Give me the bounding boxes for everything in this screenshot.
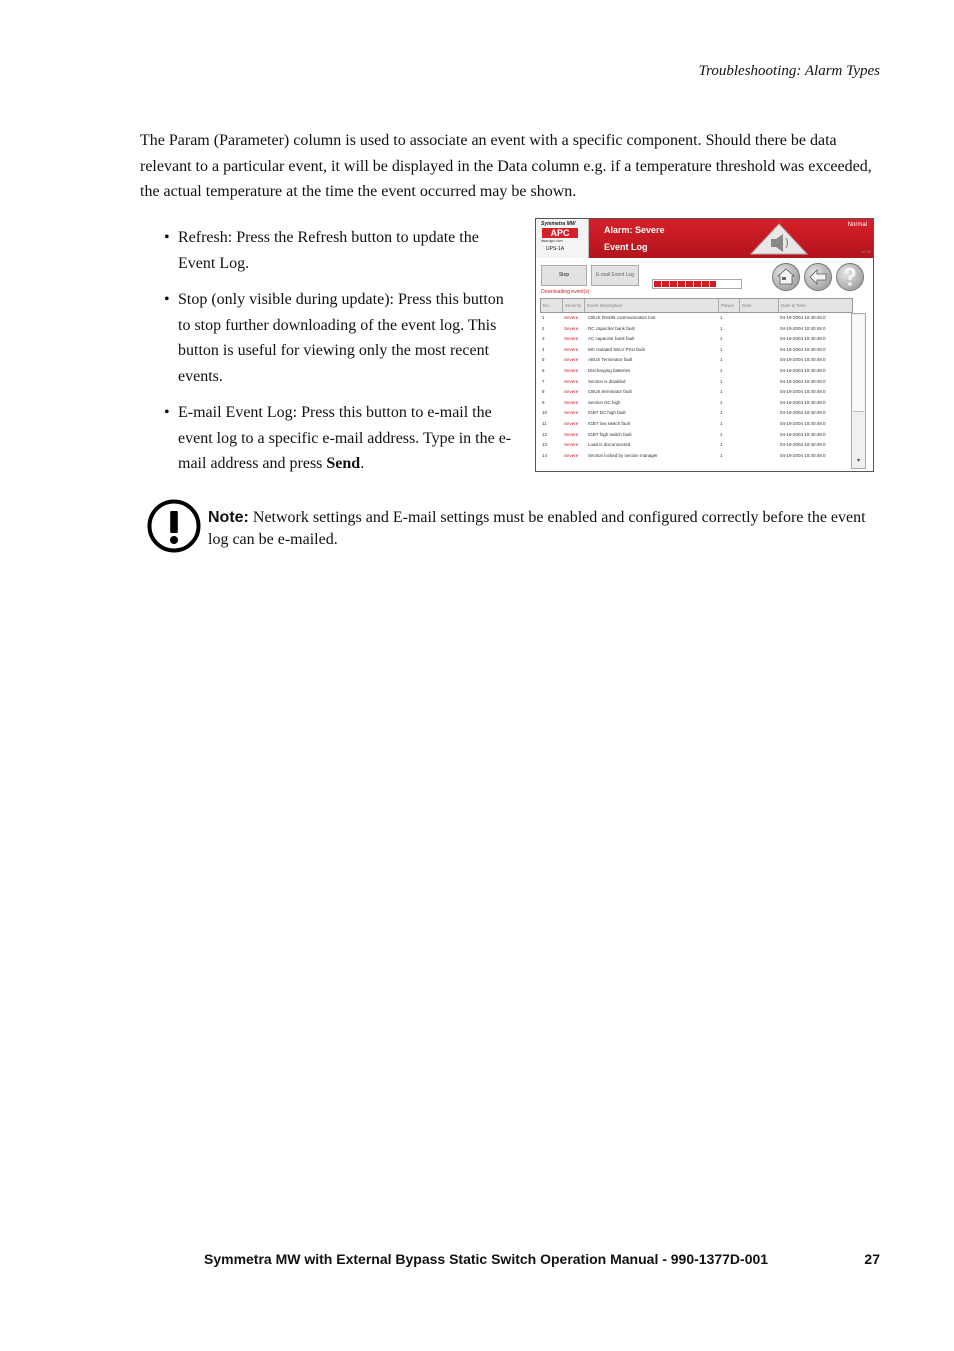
- row-param: 1: [720, 336, 723, 342]
- col-event-description[interactable]: Event Description: [584, 299, 718, 312]
- row-severity: Severe: [564, 325, 579, 331]
- row-description: IGBT DC high fault: [588, 410, 626, 416]
- row-param: 1: [720, 442, 723, 448]
- note-paragraph: Note: Network settings and E-mail settings must be enabled and configured correctly before the event log can be e-mailed.: [208, 509, 866, 548]
- row-date-time: 04-19-2004 10:40:49.0: [780, 389, 826, 395]
- row-description: Discharging batteries: [588, 367, 631, 373]
- apc-logo: Symmetra MW APC www.apc.com UPS-1A: [536, 219, 589, 258]
- table-row[interactable]: [540, 377, 851, 388]
- row-description: Section locked by section manager: [588, 452, 658, 458]
- row-no: 11: [542, 420, 547, 426]
- row-description: AC capacitor bank fault: [588, 336, 635, 342]
- row-description: Load is disconnected: [588, 442, 631, 448]
- question-mark-icon: [837, 264, 863, 290]
- bullet-stop: • Stop (only visible during update): Press this button to stop further downloading of the event log. This button is useful for viewing only the most recent events.: [164, 291, 504, 385]
- row-description: CBUS RS485 communication lost: [588, 315, 656, 320]
- table-row[interactable]: [540, 440, 851, 451]
- scrollbar-thumb[interactable]: [853, 315, 864, 412]
- event-log-screenshot: [535, 218, 874, 472]
- row-no: 9: [542, 399, 545, 405]
- table-row[interactable]: [540, 366, 851, 377]
- warning-exclamation-icon: [146, 498, 202, 554]
- row-description: IGBT low switch fault: [588, 420, 630, 426]
- bullet-list: [164, 225, 516, 488]
- download-progress-bar: [652, 279, 742, 289]
- row-date-time: 04-19-2004 10:40:49.0: [780, 367, 826, 373]
- table-row[interactable]: [540, 430, 851, 441]
- speaker-icon[interactable]: [749, 222, 809, 256]
- screen-header: [536, 219, 873, 258]
- row-param: 1: [720, 420, 723, 426]
- scrollbar[interactable]: [851, 313, 866, 469]
- row-param: 1: [720, 357, 723, 363]
- row-no: 5: [542, 357, 545, 363]
- row-no: 6: [542, 367, 545, 373]
- row-severity: Severe: [564, 367, 579, 373]
- row-description: CBUS terminator fault: [588, 389, 632, 395]
- row-description: ABUS Terminator fault: [588, 357, 633, 363]
- row-no: 14: [542, 452, 548, 458]
- table-header: [540, 298, 853, 313]
- row-date-time: 04-19-2004 10:40:49.0: [780, 431, 826, 437]
- scroll-down-icon[interactable]: ▾: [856, 458, 860, 464]
- row-param: 1: [720, 410, 723, 416]
- table-row[interactable]: [540, 313, 851, 324]
- footer-title: Symmetra MW with External Bypass Static Switch Operation Manual - 990-1377D-001: [204, 1251, 769, 1267]
- table-row[interactable]: [540, 387, 851, 398]
- row-no: 7: [542, 378, 545, 384]
- row-description: Section is disabled: [588, 378, 626, 384]
- col-data[interactable]: Data: [739, 299, 778, 312]
- back-arrow-icon: [805, 264, 831, 290]
- col-date-time[interactable]: Date & Time: [778, 299, 852, 312]
- row-description: IGBT high switch fault: [588, 431, 632, 437]
- row-param: 1: [720, 346, 723, 352]
- stop-button[interactable]: Stop: [541, 265, 587, 286]
- event-rows: [540, 313, 851, 461]
- row-date-time: 04-19-2004 10:40:49.0: [780, 346, 826, 352]
- row-no: 8: [542, 389, 545, 395]
- unit-label: UPS-1A: [546, 246, 565, 252]
- row-param: 1: [720, 315, 723, 320]
- back-button[interactable]: [804, 263, 832, 291]
- row-severity: Severe: [564, 431, 579, 437]
- row-no: 13: [542, 442, 548, 448]
- row-date-time: 04-19-2004 10:40:49.0: [780, 357, 826, 363]
- row-description: MC Isolated SELV PSU fault: [588, 346, 645, 352]
- row-date-time: 04-19-2004 10:40:49.0: [780, 399, 826, 405]
- email-event-log-button[interactable]: E-mail Event Log: [591, 265, 639, 286]
- running-header: Troubleshooting: Alarm Types: [698, 63, 880, 79]
- row-date-time: 04-19-2004 10:40:49.0: [780, 452, 826, 458]
- downloading-label: Downloading event(s): [541, 289, 590, 295]
- row-date-time: 04-19-2004 10:40:49.0: [780, 336, 826, 342]
- table-row[interactable]: [540, 408, 851, 419]
- row-severity: Severe: [564, 378, 579, 384]
- row-no: 12: [542, 431, 548, 437]
- row-no: 1: [542, 315, 545, 320]
- download-progress-fill: [654, 281, 716, 287]
- row-param: 1: [720, 378, 723, 384]
- intro-paragraph: The Param (Parameter) column is used to associate an event with a specific component. Should there be data relevant to a particular event, it will be displayed in the Data column e.g. if a temperature threshold was exceeded, the actual temperature at the time the event occurred may be shown.: [140, 132, 872, 200]
- row-date-time: 04-19-2004 10:40:49.0: [780, 420, 826, 426]
- table-row[interactable]: [540, 451, 851, 462]
- table-row[interactable]: [540, 345, 851, 356]
- table-row[interactable]: [540, 355, 851, 366]
- row-date-time: 04-19-2004 10:40:49.0: [780, 378, 826, 384]
- send-emphasis: Send: [326, 455, 361, 472]
- screen-title: Event Log: [604, 242, 648, 252]
- row-no: 3: [542, 336, 545, 342]
- col-severity[interactable]: Severity: [562, 299, 584, 312]
- row-no: 2: [542, 325, 545, 331]
- row-severity: Severe: [564, 442, 579, 448]
- home-button[interactable]: [772, 263, 800, 291]
- row-severity: Severe: [564, 336, 579, 342]
- col-no[interactable]: No.: [543, 303, 551, 308]
- table-row[interactable]: [540, 419, 851, 430]
- row-description: Section DC high: [588, 399, 621, 405]
- row-no: 10: [542, 410, 548, 416]
- alarm-status: Alarm: Severe: [604, 225, 665, 235]
- row-date-time: 04-19-2004 10:40:49.0: [780, 315, 826, 320]
- normal-status: Normal: [847, 222, 867, 228]
- table-row[interactable]: [540, 324, 851, 335]
- page-number: 27: [864, 1251, 880, 1267]
- note-label: Note:: [208, 509, 249, 526]
- row-description: DC capacitor bank fault: [588, 325, 635, 331]
- row-date-time: 04-19-2004 10:40:49.0: [780, 410, 826, 416]
- row-date-time: 04-19-2004 10:40:49.0: [780, 325, 826, 331]
- help-button[interactable]: [836, 263, 864, 291]
- row-severity: Severe: [564, 315, 579, 320]
- row-severity: Severe: [564, 452, 579, 458]
- row-severity: Severe: [564, 346, 579, 352]
- row-param: 1: [720, 367, 723, 373]
- table-row[interactable]: [540, 398, 851, 409]
- table-row[interactable]: [540, 334, 851, 345]
- bullet-refresh: • Refresh: Press the Refresh button to update the Event Log.: [164, 229, 479, 272]
- row-severity: Severe: [564, 357, 579, 363]
- row-param: 1: [720, 399, 723, 405]
- row-no: 4: [542, 346, 545, 352]
- row-severity: Severe: [564, 389, 579, 395]
- clock: 10:30: [860, 249, 871, 254]
- row-param: 1: [720, 325, 723, 331]
- row-severity: Severe: [564, 420, 579, 426]
- bullet-email: • E-mail Event Log: Press this button to e-mail the event log to a specific e-mail address. Type in the e-mail address and press Send.: [164, 404, 512, 472]
- row-param: 1: [720, 431, 723, 437]
- col-param[interactable]: Param: [718, 299, 739, 312]
- home-icon: [773, 264, 799, 290]
- row-severity: Severe: [564, 399, 579, 405]
- row-date-time: 04-19-2004 10:40:49.0: [780, 442, 826, 448]
- row-severity: Severe: [564, 410, 579, 416]
- row-param: 1: [720, 452, 723, 458]
- row-param: 1: [720, 389, 723, 395]
